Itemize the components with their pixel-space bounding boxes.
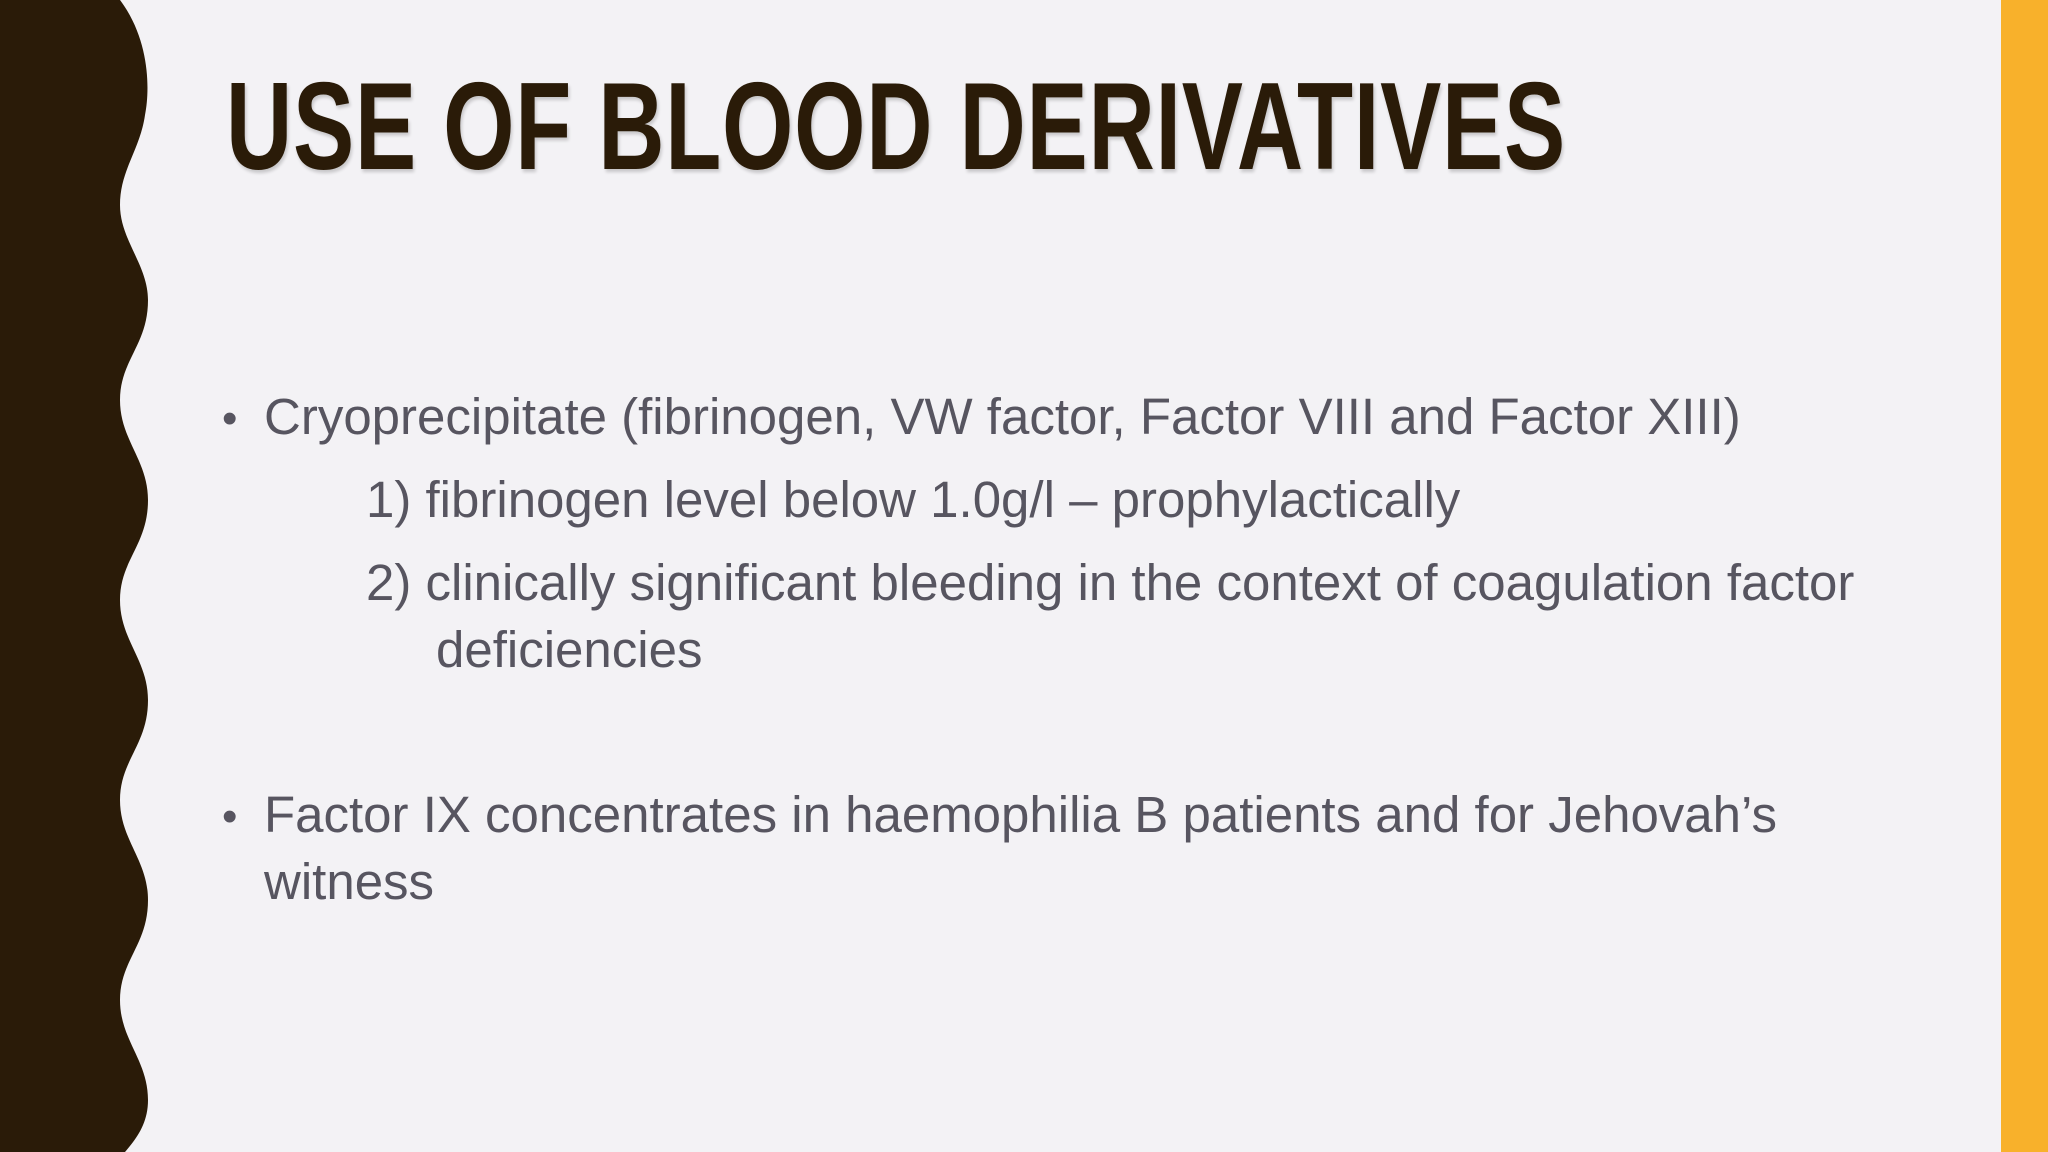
slide-title: USE OF BLOOD DERIVATIVES [226, 58, 1566, 196]
bullet-marker-2: • [222, 792, 238, 841]
subitem-2-line-1: 2) clinically significant bleeding in the context of coagulation factor [366, 554, 1855, 611]
bullet-text-2-line-1: Factor IX concentrates in haemophilia B patients and for Jehovah’s [264, 786, 1777, 843]
bullet-text-2-line-2: witness [264, 853, 435, 910]
subitem-2-line-2: deficiencies [436, 621, 703, 678]
bullet-marker-1: • [222, 394, 238, 443]
bullet-text-1: Cryoprecipitate (fibrinogen, VW factor, Factor VIII and Factor XIII) [264, 388, 1741, 445]
subitem-1: 1) fibrinogen level below 1.0g/l – prophylactically [366, 471, 1461, 528]
